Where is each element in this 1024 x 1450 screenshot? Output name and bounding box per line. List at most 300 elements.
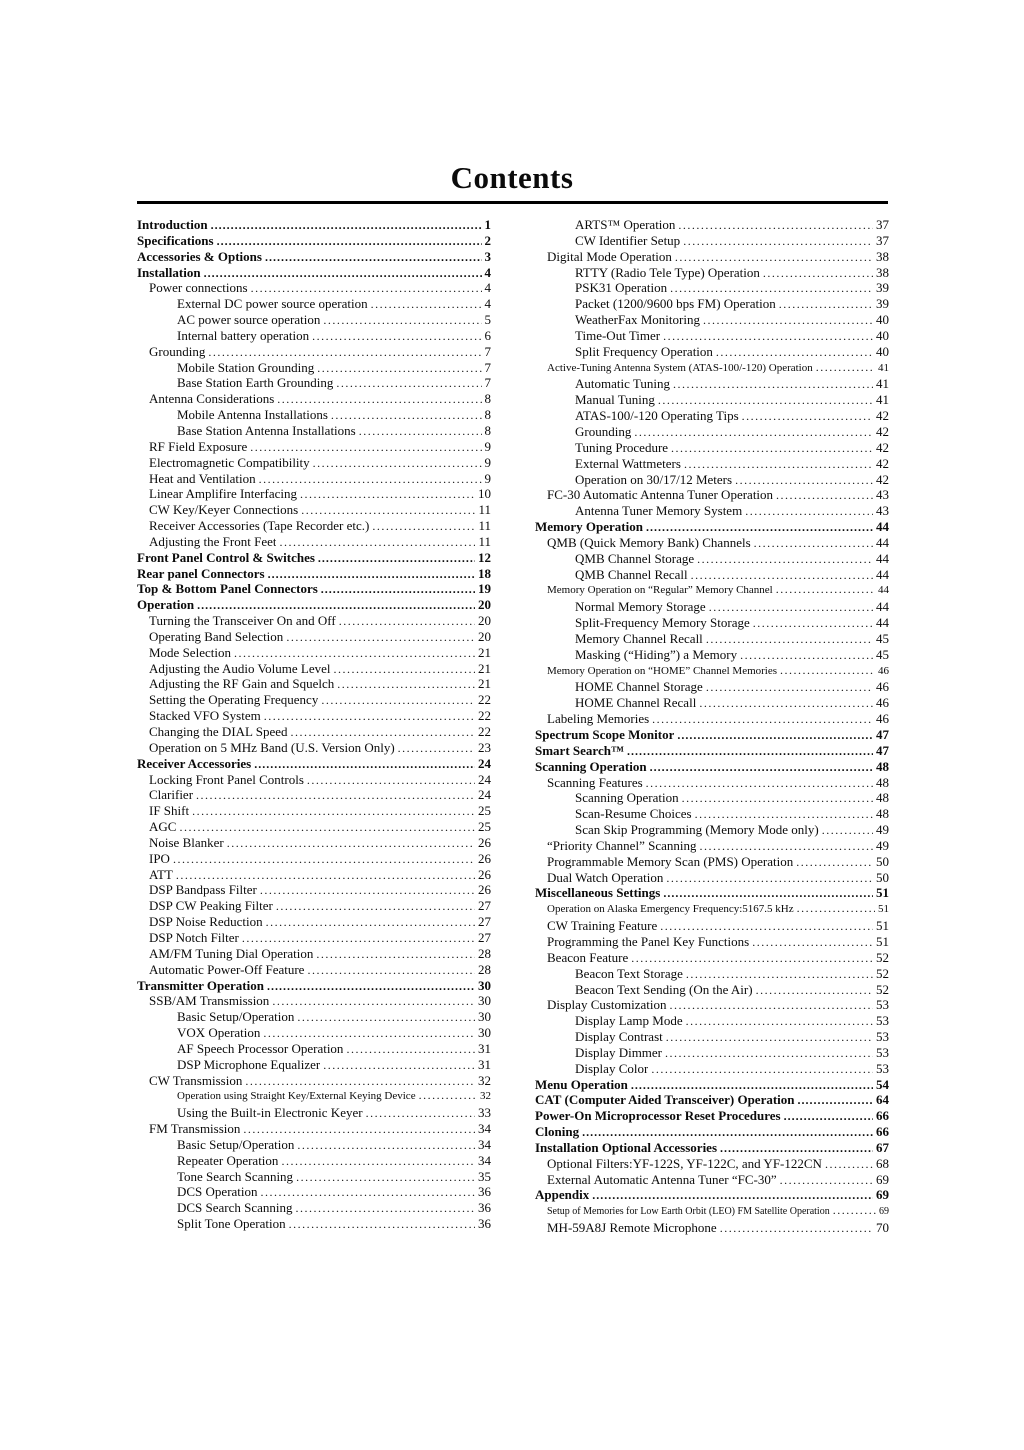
- toc-entry-label: Introduction: [137, 217, 208, 232]
- toc-entry-label: Electromagnetic Compatibility: [149, 454, 310, 470]
- toc-page-number: 69: [876, 1187, 889, 1203]
- toc-leader-dots: [833, 1203, 876, 1216]
- toc-page-number: 8: [484, 422, 491, 438]
- toc-entry-label: Transmitter Operation: [137, 977, 264, 993]
- toc-leader-dots: [592, 1187, 873, 1200]
- toc-page-number: 40: [876, 343, 889, 359]
- toc-leader-dots: [797, 901, 875, 914]
- toc-entry: [535, 1140, 889, 1156]
- toc-leader-dots: [267, 978, 475, 991]
- toc-entry: [535, 982, 889, 998]
- toc-page-number: 25: [478, 819, 491, 835]
- toc-entry-label: Scanning Operation: [535, 758, 647, 774]
- toc-leader-dots: [179, 819, 475, 832]
- toc-leader-dots: [735, 472, 873, 485]
- toc-entry: [137, 708, 491, 724]
- toc-leader-dots: [242, 930, 475, 943]
- toc-entry: [535, 885, 889, 901]
- toc-entry-label: Optional Filters:YF-122S, YF-122C, and YF-122CN: [547, 1155, 822, 1171]
- toc-entry: [535, 503, 889, 519]
- toc-entry-label: Packet (1200/9600 bps FM) Operation: [575, 296, 776, 312]
- toc-entry-label: DSP Microphone Equalizer: [177, 1056, 321, 1072]
- toc-entry: [137, 486, 491, 502]
- toc-entry: [535, 1108, 889, 1124]
- toc-leader-dots: [627, 743, 873, 756]
- toc-entry: [137, 550, 491, 566]
- toc-leader-dots: [677, 727, 873, 740]
- toc-entry-label: Receiver Accessories (Tape Recorder etc.): [149, 518, 370, 534]
- toc-entry: [137, 597, 491, 613]
- toc-page-number: 20: [478, 597, 491, 613]
- toc-entry-label: DSP Bandpass Filter: [149, 882, 257, 898]
- toc-leader-dots: [709, 599, 873, 612]
- toc-leader-dots: [371, 296, 482, 309]
- toc-entry: [535, 472, 889, 488]
- toc-entry: [137, 391, 491, 407]
- toc-entry-label: Specifications: [137, 232, 214, 248]
- toc-page-number: 46: [876, 695, 889, 711]
- toc-leader-dots: [670, 997, 873, 1010]
- toc-leader-dots: [780, 663, 875, 676]
- toc-entry: [535, 615, 889, 631]
- toc-entry: [535, 519, 889, 535]
- toc-entry: [535, 233, 889, 249]
- toc-leader-dots: [260, 882, 475, 895]
- toc-page-number: 5: [484, 312, 491, 328]
- toc-entry: [137, 360, 491, 376]
- toc-entry: [137, 1169, 491, 1185]
- toc-entry-label: Masking (“Hiding”) a Memory: [575, 646, 738, 662]
- toc-entry-label: PSK31 Operation: [575, 280, 668, 296]
- toc-page-number: 54: [876, 1076, 889, 1092]
- toc-entry: [535, 567, 889, 583]
- toc-entry: [535, 328, 889, 344]
- toc-entry: [535, 1187, 889, 1203]
- toc-leader-dots: [753, 615, 873, 628]
- toc-leader-dots: [254, 756, 475, 769]
- toc-entry: [535, 1061, 889, 1077]
- toc-leader-dots: [331, 407, 482, 420]
- toc-page-number: 49: [876, 837, 889, 853]
- toc-entry: [137, 1073, 491, 1089]
- toc-page-number: 34: [478, 1121, 491, 1137]
- toc-entry-label: Power connections: [149, 280, 248, 296]
- toc-page-number: 52: [876, 981, 889, 997]
- toc-leader-dots: [663, 328, 873, 341]
- toc-entry-label: Tone Search Scanning: [177, 1168, 294, 1184]
- toc-leader-dots: [366, 1105, 475, 1118]
- toc-entry-label: Dual Watch Operation: [547, 869, 664, 885]
- toc-leader-dots: [646, 775, 873, 788]
- toc-entry: [137, 1153, 491, 1169]
- toc-leader-dots: [651, 1061, 873, 1074]
- toc-leader-dots: [263, 1025, 475, 1038]
- toc-entry: [535, 487, 889, 503]
- toc-leader-dots: [296, 1200, 475, 1213]
- toc-entry: [535, 997, 889, 1013]
- toc-entry: [535, 918, 889, 934]
- toc-entry: [535, 360, 889, 377]
- toc-entry-label: Power-On Microprocessor Reset Procedures: [535, 1108, 781, 1124]
- toc-leader-dots: [752, 934, 873, 947]
- toc-page-number: 44: [876, 534, 889, 550]
- toc-entry: [535, 249, 889, 265]
- toc-entry-label: HOME Channel Recall: [575, 695, 697, 711]
- toc-leader-dots: [763, 265, 873, 278]
- toc-entry-label: Scan Skip Programming (Memory Mode only): [575, 822, 819, 838]
- toc-leader-dots: [211, 217, 482, 230]
- page-title: Contents: [450, 160, 574, 195]
- toc-page-number: 44: [876, 550, 889, 566]
- toc-page-number: 22: [478, 724, 491, 739]
- toc-page-number: 11: [478, 502, 491, 518]
- toc-page-number: 44: [876, 615, 889, 631]
- toc-page-number: 68: [876, 1155, 889, 1171]
- toc-page-number: 26: [478, 866, 491, 882]
- toc-entry-label: Display Customization: [547, 997, 667, 1013]
- toc-entry-label: Tuning Procedure: [575, 439, 669, 455]
- toc-entry-label: Installation Optional Accessories: [535, 1139, 718, 1155]
- toc-leader-dots: [276, 898, 475, 911]
- toc-entry: [137, 375, 491, 391]
- toc-entry-label: Basic Setup/Operation: [177, 1009, 295, 1025]
- toc-entry: [137, 867, 491, 883]
- toc-page-number: 2: [484, 232, 491, 248]
- toc-page-number: 64: [876, 1092, 889, 1108]
- toc-entry: [137, 1121, 491, 1137]
- toc-entry-label: RF Field Exposure: [149, 438, 248, 454]
- toc-entry-label: Beacon Text Sending (On the Air): [575, 981, 753, 997]
- toc-leader-dots: [301, 502, 475, 515]
- toc-leader-dots: [686, 1013, 873, 1026]
- toc-entry-label: Turning the Transceiver On and Off: [149, 613, 336, 629]
- toc-entry: [137, 423, 491, 439]
- toc-column-left: [137, 217, 491, 1236]
- toc-entry: [535, 456, 889, 472]
- toc-entry: [535, 551, 889, 567]
- toc-entry: [137, 946, 491, 962]
- toc-page-number: 42: [876, 439, 889, 455]
- toc-page-number: 24: [478, 755, 491, 771]
- toc-entry-label: Front Panel Control & Switches: [137, 549, 315, 565]
- toc-entry: [137, 724, 491, 740]
- toc-entry-label: Memory Operation: [535, 519, 643, 535]
- toc-leader-dots: [208, 344, 481, 357]
- toc-page-number: 67: [876, 1139, 889, 1155]
- toc-leader-dots: [706, 679, 873, 692]
- toc-leader-dots: [666, 870, 873, 883]
- toc-entry-label: Repeater Operation: [177, 1152, 279, 1168]
- toc-leader-dots: [259, 471, 482, 484]
- toc-entry: [535, 344, 889, 360]
- toc-leader-dots: [173, 851, 475, 864]
- toc-entry: [137, 1009, 491, 1025]
- toc-leader-dots: [678, 217, 873, 230]
- toc-entry-label: AF Speech Processor Operation: [177, 1040, 344, 1056]
- toc-entry-label: CW Training Feature: [547, 918, 658, 934]
- toc-leader-dots: [779, 296, 873, 309]
- toc-page-number: 50: [876, 853, 889, 869]
- toc-entry: [535, 663, 889, 680]
- toc-entry-label: Noise Blanker: [149, 834, 224, 850]
- toc-page-number: 46: [878, 664, 889, 677]
- toc-page-number: 22: [478, 692, 491, 708]
- toc-entry: [535, 424, 889, 440]
- toc-entry-label: Using the Built-in Electronic Keyer: [177, 1105, 363, 1121]
- toc-entry: [137, 455, 491, 471]
- toc-entry-label: Operation using Straight Key/External Keying Device: [177, 1090, 416, 1103]
- toc-leader-dots: [646, 519, 873, 532]
- toc-entry-label: Installation: [137, 264, 201, 280]
- toc-entry-label: Mode Selection: [149, 644, 231, 660]
- toc-entry: [137, 756, 491, 772]
- toc-leader-dots: [776, 582, 875, 595]
- toc-page-number: 51: [876, 885, 889, 901]
- toc-entry-label: IPO: [149, 850, 170, 866]
- toc-leader-dots: [307, 962, 475, 975]
- toc-page-number: 6: [484, 327, 491, 343]
- toc-page-number: 31: [478, 1040, 491, 1056]
- toc-leader-dots: [281, 1153, 475, 1166]
- toc-leader-dots: [217, 233, 482, 246]
- toc-entry: [137, 1200, 491, 1216]
- toc-entry: [137, 898, 491, 914]
- toc-entry-label: Operation: [137, 597, 195, 613]
- toc-entry: [535, 838, 889, 854]
- toc-page-number: 10: [478, 486, 491, 502]
- toc-entry: [137, 518, 491, 534]
- toc-page-number: 51: [876, 918, 889, 934]
- toc-page-number: 30: [478, 1009, 491, 1025]
- toc-entry-label: Digital Mode Operation: [547, 248, 672, 264]
- toc-entry: [137, 914, 491, 930]
- toc-entry-label: QMB Channel Storage: [575, 550, 695, 566]
- toc-page-number: 48: [876, 790, 889, 806]
- toc-entry-label: QMB Channel Recall: [575, 566, 688, 582]
- toc-page-number: 8: [484, 407, 491, 423]
- toc-page-number: 21: [478, 660, 491, 676]
- toc-page-number: 42: [876, 455, 889, 471]
- toc-leader-dots: [265, 249, 482, 262]
- toc-leader-dots: [683, 233, 873, 246]
- toc-page-number: 69: [876, 1171, 889, 1187]
- toc-entry-label: Antenna Considerations: [149, 391, 275, 407]
- toc-leader-dots: [268, 566, 475, 579]
- toc-entry: [137, 471, 491, 487]
- toc-leader-dots: [313, 455, 482, 468]
- toc-entry-label: Mobile Antenna Installations: [177, 407, 328, 423]
- toc-page-number: 26: [478, 834, 491, 850]
- toc-page-number: 44: [878, 584, 889, 597]
- toc-entry: [137, 993, 491, 1009]
- toc-page-number: 7: [484, 359, 491, 375]
- toc-entry-label: Scanning Features: [547, 774, 643, 790]
- toc-leader-dots: [796, 854, 873, 867]
- toc-leader-dots: [699, 695, 873, 708]
- toc-leader-dots: [346, 1041, 475, 1054]
- toc-page-number: 66: [876, 1108, 889, 1124]
- toc-entry: [137, 1057, 491, 1073]
- toc-entry-label: Accessories & Options: [137, 248, 262, 264]
- toc-entry: [137, 233, 491, 249]
- toc-leader-dots: [279, 534, 475, 547]
- toc-leader-dots: [297, 1009, 475, 1022]
- toc-entry-label: FC-30 Automatic Antenna Tuner Operation: [547, 487, 774, 503]
- toc-entry: [535, 1013, 889, 1029]
- toc-entry-label: Changing the DIAL Speed: [149, 724, 288, 739]
- toc-entry: [535, 759, 889, 775]
- toc-entry: [137, 740, 491, 756]
- toc-page-number: 53: [876, 1060, 889, 1076]
- toc-entry: [535, 280, 889, 296]
- toc-leader-dots: [671, 440, 873, 453]
- toc-entry-label: Beacon Feature: [547, 949, 629, 965]
- toc-entry: [535, 535, 889, 551]
- toc-entry: [137, 1041, 491, 1057]
- toc-entry: [137, 296, 491, 312]
- toc-column-right: [535, 217, 889, 1236]
- toc-entry-label: CW Key/Keyer Connections: [149, 502, 299, 518]
- toc-entry: [535, 1172, 889, 1188]
- toc-entry-label: Programming the Panel Key Functions: [547, 933, 750, 949]
- toc-leader-dots: [684, 456, 873, 469]
- toc-entry-label: Top & Bottom Panel Connectors: [137, 581, 318, 597]
- toc-entry: [535, 790, 889, 806]
- toc-leader-dots: [776, 487, 873, 500]
- toc-leader-dots: [176, 867, 475, 880]
- toc-entry-label: External Wattmeters: [575, 455, 681, 471]
- toc-leader-dots: [316, 946, 475, 959]
- toc-page-number: 50: [876, 869, 889, 885]
- toc-entry-label: Adjusting the Audio Volume Level: [149, 660, 331, 676]
- toc-entry: [137, 265, 491, 281]
- toc-entry-label: Heat and Ventilation: [149, 470, 256, 486]
- toc-leader-dots: [251, 280, 482, 293]
- toc-leader-dots: [261, 1184, 475, 1197]
- toc-entry: [137, 249, 491, 265]
- toc-leader-dots: [650, 759, 873, 772]
- toc-entry-label: Menu Operation: [535, 1076, 628, 1092]
- toc-entry: [137, 962, 491, 978]
- toc-entry: [137, 344, 491, 360]
- toc-page-number: 43: [876, 487, 889, 503]
- toc-entry-label: AGC: [149, 819, 177, 835]
- toc-leader-dots: [243, 1121, 475, 1134]
- toc-leader-dots: [745, 503, 873, 516]
- toc-page-number: 53: [876, 1013, 889, 1029]
- toc-page-number: 11: [478, 518, 491, 534]
- toc-entry: [137, 312, 491, 328]
- toc-page-number: 52: [876, 949, 889, 965]
- toc-entry: [137, 676, 491, 692]
- toc-entry: [137, 645, 491, 661]
- toc-leader-dots: [264, 708, 475, 721]
- toc-columns: [137, 217, 889, 1236]
- toc-leader-dots: [670, 280, 873, 293]
- toc-page-number: 46: [876, 711, 889, 727]
- toc-entry-label: DCS Search Scanning: [177, 1200, 293, 1216]
- toc-page-number: 8: [484, 391, 491, 407]
- toc-page-number: 11: [478, 533, 491, 549]
- toc-leader-dots: [323, 1057, 475, 1070]
- toc-page-number: 9: [484, 438, 491, 454]
- toc-page-number: 12: [478, 549, 491, 565]
- toc-entry-label: Rear panel Connectors: [137, 565, 265, 581]
- toc-entry-label: Miscellaneous Settings: [535, 885, 661, 901]
- toc-entry: [535, 312, 889, 328]
- toc-entry-label: Internal battery operation: [177, 327, 310, 343]
- toc-page-number: 69: [879, 1206, 889, 1218]
- toc-page-number: 31: [478, 1056, 491, 1072]
- toc-entry-label: FM Transmission: [149, 1121, 241, 1137]
- toc-leader-dots: [658, 392, 873, 405]
- toc-page-number: 41: [876, 376, 889, 392]
- toc-page-number: 30: [478, 1025, 491, 1041]
- toc-leader-dots: [300, 486, 475, 499]
- toc-entry: [535, 775, 889, 791]
- toc-leader-dots: [321, 581, 475, 594]
- toc-page-number: 4: [484, 296, 491, 312]
- toc-leader-dots: [227, 835, 475, 848]
- toc-page-number: 52: [876, 965, 889, 981]
- toc-leader-dots: [665, 1045, 873, 1058]
- toc-entry: [535, 870, 889, 886]
- toc-entry: [535, 743, 889, 759]
- toc-page-number: 21: [478, 676, 491, 692]
- toc-entry: [137, 407, 491, 423]
- toc-page-number: 36: [478, 1200, 491, 1216]
- toc-leader-dots: [582, 1124, 873, 1137]
- toc-leader-dots: [742, 408, 873, 421]
- toc-page-number: 46: [876, 679, 889, 695]
- toc-entry-label: HOME Channel Storage: [575, 679, 703, 695]
- toc-entry: [137, 280, 491, 296]
- toc-entry-label: Split-Frequency Memory Storage: [575, 615, 750, 631]
- toc-entry-label: Operation on 30/17/12 Meters: [575, 471, 733, 487]
- toc-entry: [535, 854, 889, 870]
- toc-leader-dots: [312, 328, 481, 341]
- toc-entry: [535, 392, 889, 408]
- toc-entry-label: Setting the Operating Frequency: [149, 692, 319, 708]
- toc-entry-label: Operation on 5 MHz Band (U.S. Version Only): [149, 739, 395, 755]
- toc-entry-label: Scan-Resume Choices: [575, 806, 692, 822]
- toc-page-number: 53: [876, 1044, 889, 1060]
- toc-leader-dots: [822, 822, 873, 835]
- toc-page-number: 27: [478, 898, 491, 914]
- toc-entry-label: VOX Operation: [177, 1025, 261, 1041]
- toc-entry: [137, 1025, 491, 1041]
- toc-page-number: 48: [876, 806, 889, 822]
- toc-leader-dots: [784, 1108, 873, 1121]
- toc-entry-label: Mobile Station Grounding: [177, 359, 315, 375]
- toc-leader-dots: [318, 550, 475, 563]
- toc-entry: [535, 265, 889, 281]
- toc-entry-label: SSB/AM Transmission: [149, 993, 270, 1009]
- toc-entry: [535, 966, 889, 982]
- toc-page-number: 37: [876, 217, 889, 232]
- toc-entry-label: Grounding: [149, 343, 206, 359]
- toc-entry: [535, 1156, 889, 1172]
- toc-entry-label: Adjusting the Front Feet: [149, 533, 277, 549]
- toc-leader-dots: [798, 1092, 873, 1105]
- toc-entry: [535, 440, 889, 456]
- toc-page-number: 22: [478, 708, 491, 724]
- toc-page-number: 32: [478, 1072, 491, 1088]
- toc-leader-dots: [825, 1156, 873, 1169]
- toc-entry: [535, 679, 889, 695]
- toc-page-number: 21: [478, 644, 491, 660]
- toc-page-number: 39: [876, 280, 889, 296]
